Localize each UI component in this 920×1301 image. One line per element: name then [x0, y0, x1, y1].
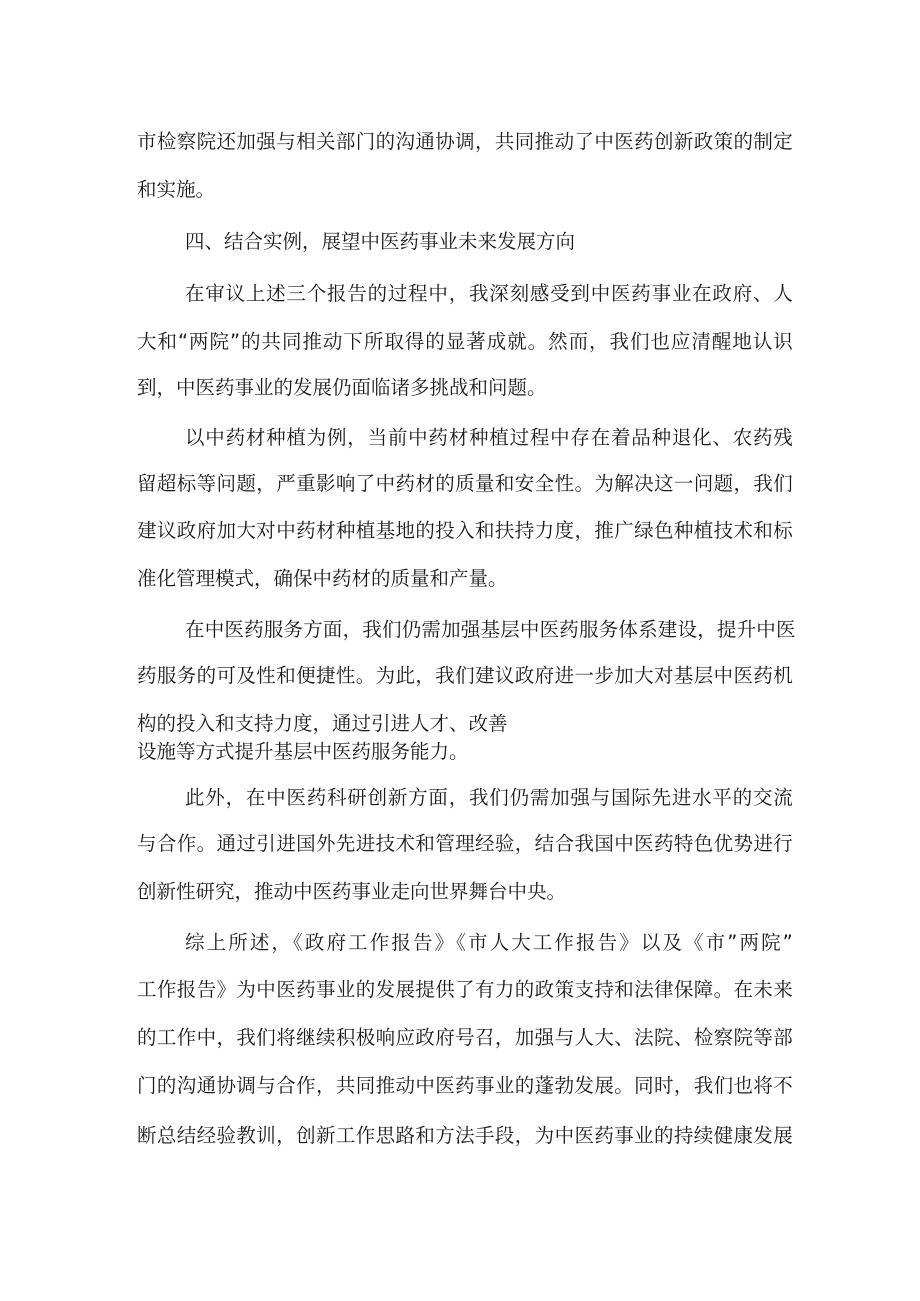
text-line: 的工作中，我们将继续积极响应政府号召，加强与人大、法院、检察院等部	[137, 1026, 793, 1049]
text-line: 大和“两院”的共同推动下所取得的显著成就。然而，我们也应清醒地认识	[137, 330, 793, 353]
text-line: 以中药材种植为例，当前中药材种植过程中存在着品种退化、农药残	[185, 426, 793, 449]
text-line: 门的沟通协调与合作，共同推动中医药事业的蓬勃发展。同时，我们也将不	[137, 1074, 793, 1097]
text-line: 建议政府加大对中药材种植基地的投入和扶持力度，推广绿色种植技术和标	[137, 519, 793, 542]
section-heading: 四、结合实例，展望中医药事业未来发展方向	[185, 230, 576, 253]
text-line: 在审议上述三个报告的过程中，我深刻感受到中医药事业在政府、人	[185, 282, 793, 305]
text-line: 综上所述，《政府工作报告》《市人大工作报告》以及《市”两院”	[185, 931, 793, 954]
text-line: 留超标等问题，严重影响了中药材的质量和安全性。为解决这一问题，我们	[137, 472, 793, 495]
text-line: 与合作。通过引进国外先进技术和管理经验，结合我国中医药特色优势进行	[137, 832, 793, 855]
text-line: 构的投入和支持力度，通过引进人才、改善	[137, 712, 508, 735]
text-line: 断总结经验教训，创新工作思路和方法手段，为中医药事业的持续健康发展	[137, 1124, 793, 1147]
text-line: 工作报告》为中医药事业的发展提供了有力的政策支持和法律保障。在未来	[137, 978, 793, 1001]
text-line: 和实施。	[137, 178, 216, 201]
text-line: 准化管理模式，确保中药材的质量和产量。	[137, 567, 508, 590]
text-line: 设施等方式提升基层中医药服务能力。	[137, 740, 469, 763]
text-line: 在中医药服务方面，我们仍需加强基层中医药服务体系建设，提升中医	[185, 618, 796, 641]
text-line: 药服务的可及性和便捷性。为此，我们建议政府进一步加大对基层中医药机	[137, 664, 793, 687]
text-line: 创新性研究，推动中医药事业走向世界舞台中央。	[137, 880, 567, 903]
text-line: 市检察院还加强与相关部门的沟通协调，共同推动了中医药创新政策的制定	[137, 130, 793, 153]
text-line: 此外，在中医药科研创新方面，我们仍需加强与国际先进水平的交流	[185, 786, 793, 809]
text-line: 到，中医药事业的发展仍面临诸多挑战和问题。	[137, 376, 547, 399]
